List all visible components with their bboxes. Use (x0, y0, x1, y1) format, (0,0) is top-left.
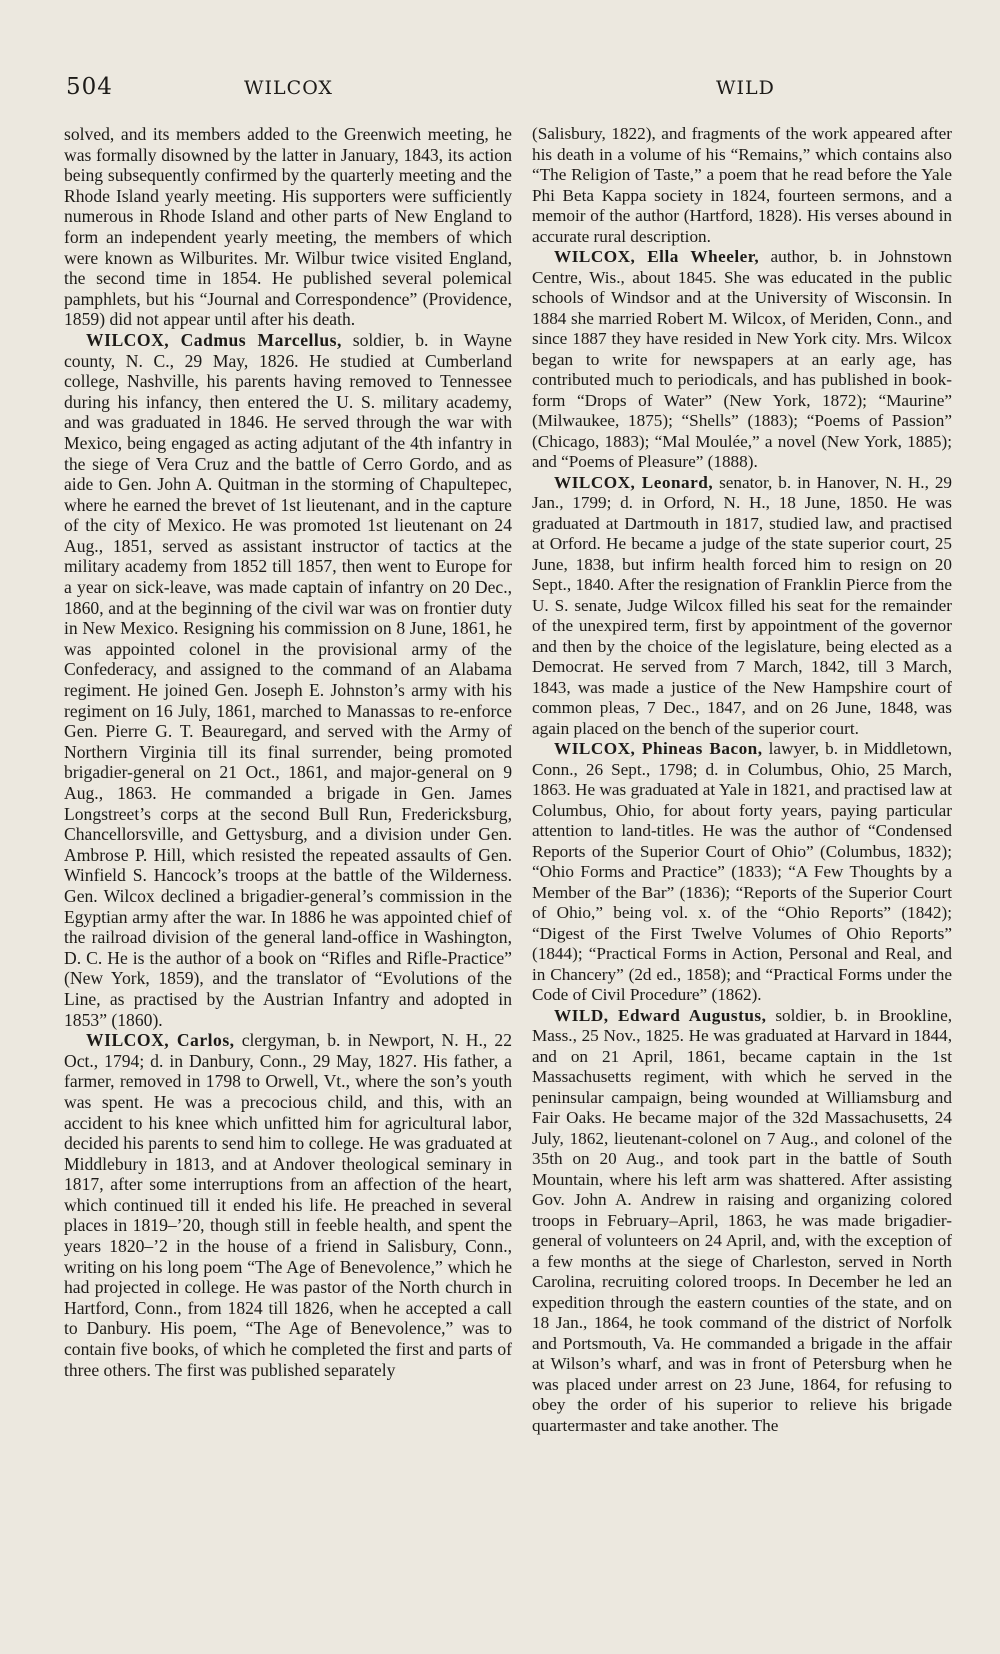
entry-wilcox-cadmus (64, 330, 512, 1030)
entry-text: author, b. in Johnstown Centre, Wis., about 1845. She was educated in the public schools of Windsor and at the University of Wisconsin. In 1884 she married Robert M. Wilcox, of Meriden, Conn., and since 1887 they have resided in New York city. Mrs. Wilcox began to write for newspapers at an early age, has contributed much to periodicals, and has published in book-form “Drops of Water” (New York, 1872); “Maurine” (Milwaukee, 1875); “Shells” (1883); “Poems of Passion” (Chicago, 1883); “Mal Moulée,” a novel (New York, 1885); and “Poems of Pleasure” (1888). (532, 247, 952, 471)
entry-headword: WILD, Edward Augustus, (554, 1005, 767, 1025)
page-number: 504 (66, 74, 113, 100)
entry-headword: WILCOX, Carlos, (86, 1030, 235, 1051)
entry-text: clergyman, b. in Newport, N. H., 22 Oct., 1794; d. in Danbury, Conn., 29 May, 1827. His father, a farmer, removed in 1798 to Orwell, Vt., where the son’s youth was spent. He was a precocious child, and this, with an accident to his knee which unfitted him for agricultural labor, decided his parents to send him to college. He was graduated at Middlebury in 1813, and at Andover theological seminary in 1817, after some interruptions from an affection of the heart, which continued till it ended his life. He preached in several places in 1819–’20, though still in feeble health, and spent the years 1820–’2 in the house of a friend in Salisbury, Conn., writing on his long poem “The Age of Benevolence,” which he had projected in college. He was pastor of the North church in Hartford, Conn., from 1824 till 1826, when he accepted a call to Danbury. His poem, “The Age of Benevolence,” was to contain five books, of which he completed the first and parts of three others. The first was published separately (64, 1030, 512, 1380)
running-head-left: WILCOX (244, 77, 333, 99)
entry-headword: WILCOX, Cadmus Marcellus, (86, 329, 342, 350)
page-header (66, 74, 948, 104)
continued-paragraph: (Salisbury, 1822), and fragments of the work appeared after his death in a volume of his “Remains,” which contains also “The Religion of Taste,” a poem that he read before the Yale Phi Beta Kappa society in 1824, fourteen sermons, and a memoir of the author (Hartford, 1828). His verses abound in accurate rural description. (532, 124, 952, 246)
entry-text: lawyer, b. in Middletown, Conn., 26 Sept., 1798; d. in Columbus, Ohio, 25 March, 1863. He was graduated at Yale in 1821, and practised law at Columbus, Ohio, for about forty years, paying particular attention to land-titles. He was the author of “Condensed Reports of the Superior Court of Ohio” (Columbus, 1832); “Ohio Forms and Practice” (1833); “A Few Thoughts by a Member of the Bar” (1836); “Reports of the Superior Court of Ohio,” being vol. x. of the “Ohio Reports” (1842); “Digest of the First Twelve Volumes of Ohio Reports” (1844); “Practical Forms in Action, Personal and Real, and in Chancery” (2d ed., 1858); and “Practical Forms under the Code of Civil Procedure” (1862). (532, 739, 952, 1004)
entry-wilcox-phineas (532, 739, 952, 1006)
entry-wild-edward (532, 1006, 952, 1437)
entry-text: soldier, b. in Brookline, Mass., 25 Nov., 1825. He was graduated at Harvard in 1844, and on 21 April, 1861, became captain in the 1st Massachusetts regiment, with which he served in the peninsular campaign, being wounded at Williamsburg and Fair Oaks. He became major of the 32d Massachusetts, 24 July, 1862, lieutenant-colonel on 7 Aug., and colonel of the 35th on 20 Aug., and took part in the battle of South Mountain, where his left arm was shattered. After assisting Gov. John A. Andrew in raising and organizing colored troops in February–April, 1863, he was made brigadier-general of volunteers on 24 April, and, with the exception of a few months at the siege of Charleston, served in North Carolina, recruiting colored troops. In December he led an expedition through the eastern counties of the state, and on 18 Jan., 1864, he took command of the district of Norfolk and Portsmouth, Va. He commanded a brigade in the affair at Wilson’s wharf, and was in front of Petersburg when he was placed under arrest on 23 June, 1864, for refusing to obey the order of his superior to relieve his brigade quartermaster and take another. The (532, 1005, 952, 1435)
entry-headword: WILCOX, Leonard, (554, 472, 714, 492)
entry-headword: WILCOX, Phineas Bacon, (554, 739, 763, 758)
right-column (532, 124, 952, 1436)
entry-wilcox-carlos (64, 1030, 512, 1380)
entry-wilcox-ella (532, 247, 952, 473)
left-column (64, 124, 512, 1380)
entry-wilcox-leonard (532, 473, 952, 740)
entry-headword: WILCOX, Ella Wheeler, (554, 247, 760, 266)
entry-text: soldier, b. in Wayne county, N. C., 29 May, 1826. He studied at Cumberland college, Nashville, his parents having removed to Tennessee during his infancy, then entered the U. S. military academy, and was graduated in 1846. He served through the war with Mexico, being engaged as acting adjutant of the 4th infantry in the siege of Vera Cruz and the battle of Cerro Gordo, and as aide to Gen. John A. Quitman in the storming of Chapultepec, where he earned the brevet of 1st lieutenant, and in the capture of the city of Mexico. He was promoted 1st lieutenant on 24 Aug., 1851, served as assistant instructor of tactics at the military academy from 1852 till 1857, then went to Europe for a year on sick-leave, was made captain of infantry on 20 Dec., 1860, and at the beginning of the civil war was on frontier duty in New Mexico. Resigning his commission on 8 June, 1861, he was appointed colonel in the provisional army of the Confederacy, and assigned to the command of an Alabama regiment. He joined Gen. Joseph E. Johnston’s army with his regiment on 16 July, 1861, marched to Manassas to re-enforce Gen. Pierre G. T. Beauregard, and served with the Army of Northern Virginia till its final surrender, being promoted brigadier-general on 21 Oct., 1861, and major-general on 9 Aug., 1863. He commanded a brigade in Gen. James Longstreet’s corps at the second Bull Run, Fredericksburg, Chancellorsville, and Gettysburg, and a division under Gen. Ambrose P. Hill, which resisted the repeated assaults of Gen. Winfield S. Hancock’s troops at the battle of the Wilderness. Gen. Wilcox declined a brigadier-general’s commission in the Egyptian army after the war. In 1886 he was appointed chief of the railroad division of the general land-office in Washington, D. C. He is the author of a book on “Rifles and Rifle-Practice” (New York, 1859), and the translator of “Evolutions of the Line, as practised by the Austrian Infantry and adopted in 1853” (1860). (64, 329, 512, 1030)
entry-text: senator, b. in Hanover, N. H., 29 Jan., 1799; d. in Orford, N. H., 18 June, 1850. He was graduated at Dartmouth in 1817, studied law, and practised at Orford. He became a judge of the state superior court, 25 June, 1838, but infirm health forced him to resign on 20 Sept., 1840. After the resignation of Franklin Pierce from the U. S. senate, Judge Wilcox filled his seat for the remainder of the unexpired term, first by appointment of the governor and then by the choice of the legislature, being elected as a Democrat. He served from 7 March, 1842, till 3 March, 1843, was made a justice of the New Hampshire court of common pleas, 7 Dec., 1847, and on 26 June, 1848, was again placed on the bench of the superior court. (532, 472, 953, 738)
running-head-right: WILD (716, 77, 775, 99)
continued-paragraph: solved, and its members added to the Greenwich meeting, he was formally disowned by the latter in January, 1843, its action being subsequently confirmed by the quarterly meeting and the Rhode Island yearly meeting. His supporters were sufficiently numerous in Rhode Island and other parts of New England to form an independent yearly meeting, the members of which were known as Wilburites. Mr. Wilbur twice visited England, the second time in 1854. He published several polemical pamphlets, but his “Journal and Correspondence” (Providence, 1859) did not appear until after his death. (64, 124, 512, 330)
